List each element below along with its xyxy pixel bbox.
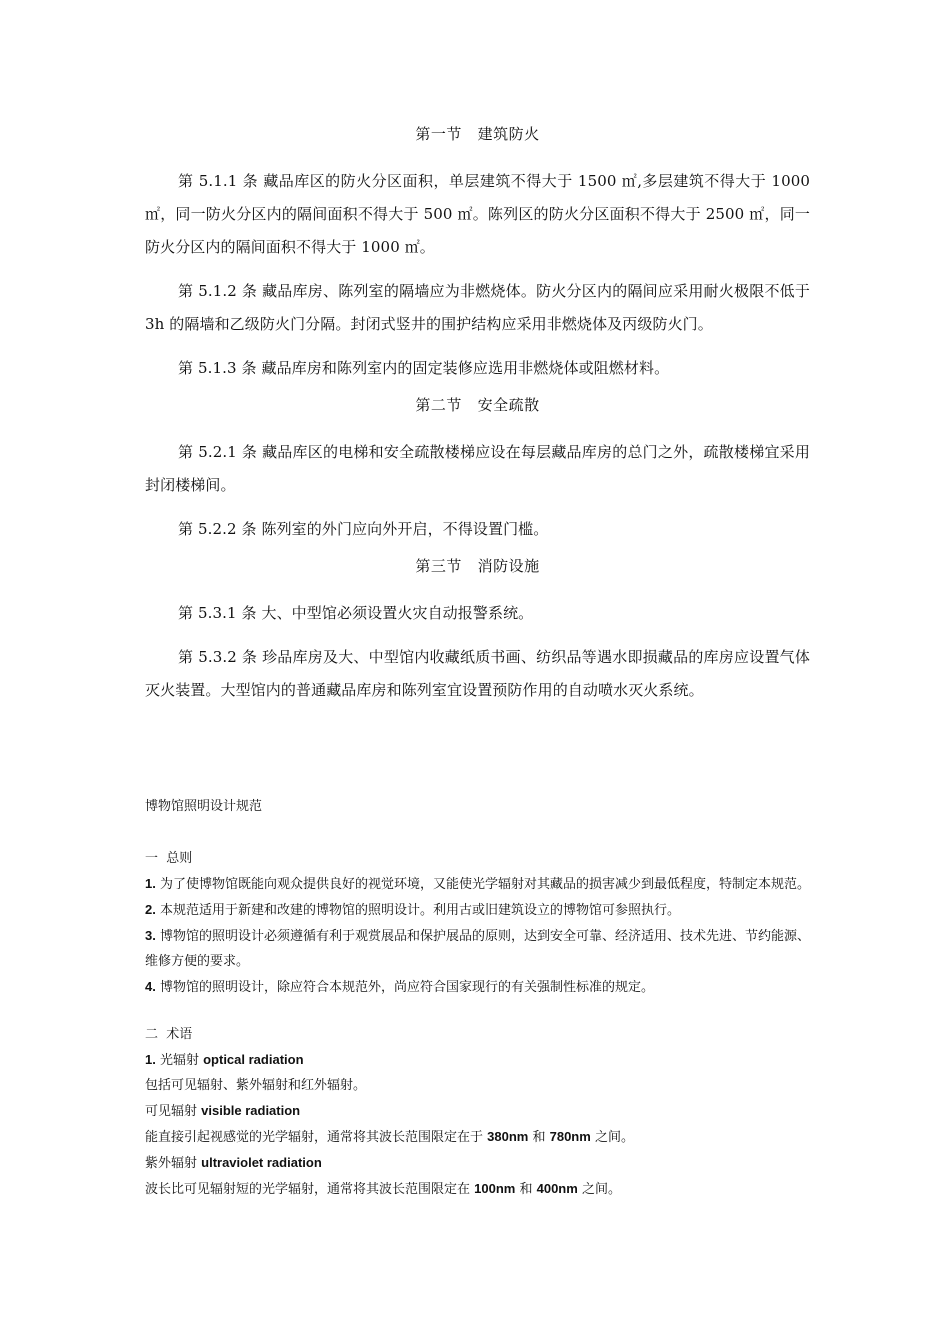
item-number: 4. xyxy=(145,979,156,994)
item-text: 博物馆的照明设计，除应符合本规范外，尚应符合国家现行的有关强制性标准的规定。 xyxy=(155,980,654,995)
lighting-spec-title: 博物馆照明设计规范 xyxy=(145,799,263,814)
definition-text: 能直接引起视感觉的光学辐射，通常将其波长范围限定在于 xyxy=(145,1130,488,1145)
term-en: visible radiation xyxy=(201,1103,301,1118)
term-optical-radiation xyxy=(145,1047,810,1073)
wavelength-value: 780nm xyxy=(549,1129,591,1144)
general-item-4 xyxy=(145,974,810,1000)
item-text: 本规范适用于新建和改建的博物馆的照明设计。利用古或旧建筑设立的博物馆可参照执行。 xyxy=(155,903,680,918)
term-visible-radiation-definition xyxy=(145,1124,810,1150)
definition-text: 和 xyxy=(515,1182,537,1197)
wavelength-value: 100nm xyxy=(474,1181,516,1196)
item-number: 2. xyxy=(145,902,156,917)
item-text: 为了使博物馆既能向观众提供良好的视觉环境，又能使光学辐射对其藏品的损害减少到最低程度，特制定本规范。 xyxy=(155,877,810,892)
article-5-3-2: 第 5.3.2 条 珍品库房及大、中型馆内收藏纸质书画、纺织品等遇水即损藏品的库房应设置气体灭火装置。大型馆内的普通藏品库房和陈列室宜设置预防作用的自动喷水灭火系统。 xyxy=(145,648,810,699)
item-number: 1. xyxy=(145,1052,156,1067)
item-text: 博物馆的照明设计必须遵循有利于观赏展品和保护展品的原则，达到安全可靠、经济适用、技术先进、节约能源、维修方便的要求。 xyxy=(145,929,810,969)
article-5-1-3: 第 5.1.3 条 藏品库房和陈列室内的固定装修应选用非燃烧体或阻燃材料。 xyxy=(178,359,670,377)
article-5-1-2: 第 5.1.2 条 藏品库房、陈列室的隔墙应为非燃烧体。防火分区内的隔间应采用耐火极限不低于 3h 的隔墙和乙级防火门分隔。封闭式竖井的围护结构应采用非燃烧体及丙级防火门。 xyxy=(145,282,810,333)
term-en: optical radiation xyxy=(203,1052,304,1067)
section-heading-fire-facilities: 第三节 消防设施 xyxy=(415,557,540,575)
term-visible-radiation xyxy=(145,1098,810,1124)
article-5-2-1: 第 5.2.1 条 藏品库区的电梯和安全疏散楼梯应设在每层藏品库房的总门之外，疏散楼梯宜采用封闭楼梯间。 xyxy=(145,443,810,494)
spacer xyxy=(145,1000,810,1022)
article-5-2-2: 第 5.2.2 条 陈列室的外门应向外开启，不得设置门槛。 xyxy=(178,520,549,538)
item-number: 1. xyxy=(145,876,156,891)
definition-text: 波长比可见辐射短的光学辐射，通常将其波长范围限定在 xyxy=(145,1182,475,1197)
term-en: ultraviolet radiation xyxy=(201,1155,322,1170)
general-item-1 xyxy=(145,871,810,897)
fire-protection-section xyxy=(145,123,810,718)
term-cn: 可见辐射 xyxy=(145,1104,202,1119)
lighting-spec-section xyxy=(145,846,810,1202)
article-5-3-1: 第 5.3.1 条 大、中型馆必须设置火灾自动报警系统。 xyxy=(178,604,534,622)
definition-text: 之间。 xyxy=(590,1130,634,1145)
wavelength-value: 380nm xyxy=(487,1129,529,1144)
term-cn: 紫外辐射 xyxy=(145,1156,202,1171)
wavelength-value: 400nm xyxy=(536,1181,578,1196)
definition-text: 之间。 xyxy=(577,1182,621,1197)
term-ultraviolet-radiation-definition xyxy=(145,1176,810,1202)
general-item-2 xyxy=(145,897,810,923)
section-heading-building-fire: 第一节 建筑防火 xyxy=(415,125,540,143)
item-number: 3. xyxy=(145,928,156,943)
section-heading-evacuation: 第二节 安全疏散 xyxy=(415,396,540,414)
article-5-1-1: 第 5.1.1 条 藏品库区的防火分区面积，单层建筑不得大于 1500 ㎡,多层建筑不得大于 1000 ㎡，同一防火分区内的隔间面积不得大于 500 ㎡。陈列区的防火分区面积不得大于 2500 ㎡，同一防火分区内的隔间面积不得大于 1000 ㎡。 xyxy=(145,172,810,256)
definition-text: 和 xyxy=(528,1130,550,1145)
terms-heading: 二 术语 xyxy=(145,1027,193,1042)
general-heading: 一 总则 xyxy=(145,851,193,866)
term-ultraviolet-radiation xyxy=(145,1150,810,1176)
term-cn: 光辐射 xyxy=(155,1053,204,1068)
term-optical-radiation-definition: 包括可见辐射、紫外辐射和红外辐射。 xyxy=(145,1078,367,1093)
general-item-3 xyxy=(145,923,810,974)
